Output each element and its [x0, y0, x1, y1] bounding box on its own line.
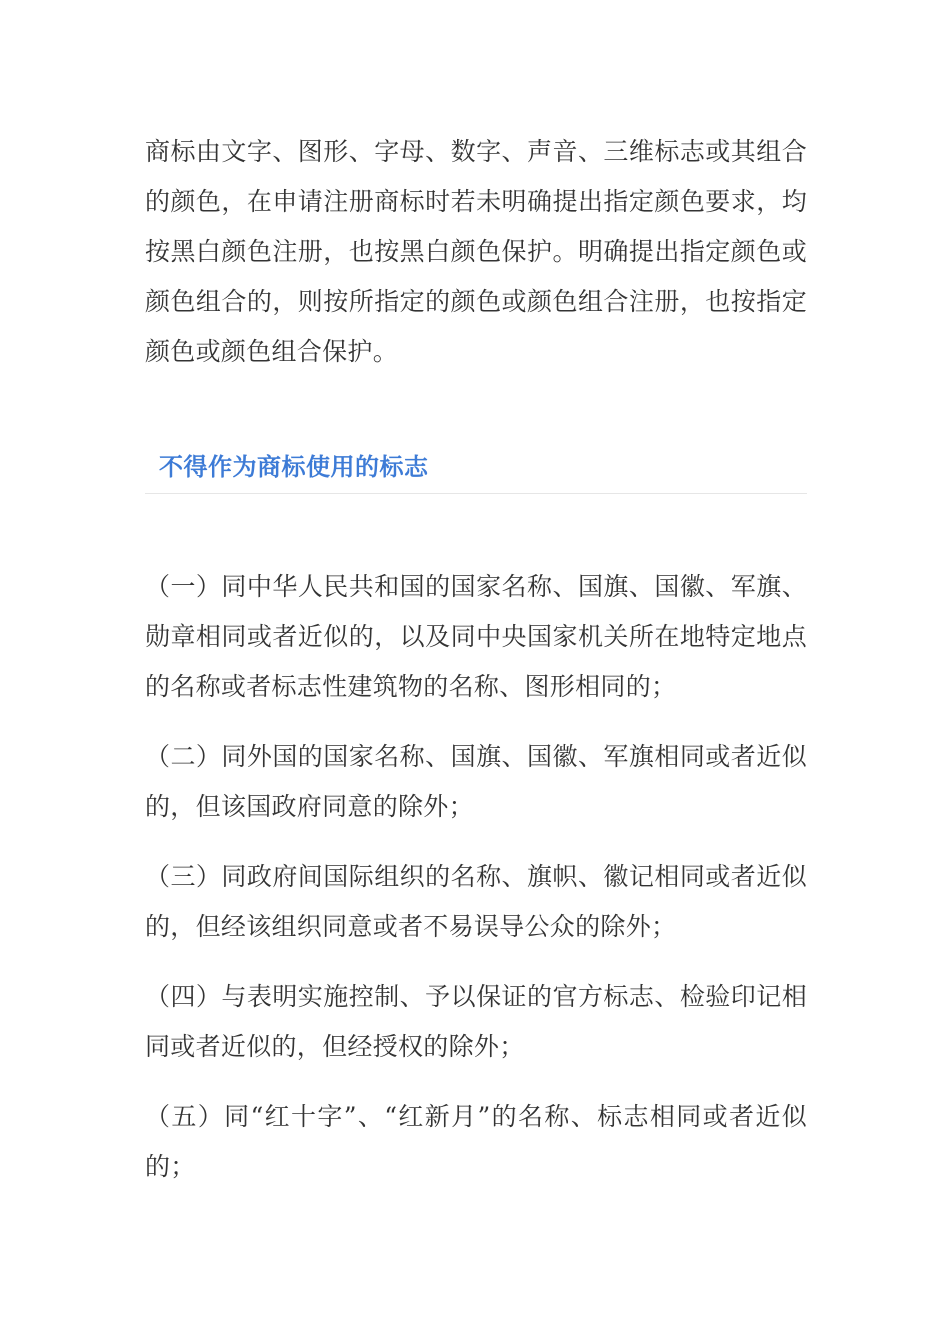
list-item: （四）与表明实施控制、予以保证的官方标志、检验印记相同或者近似的，但经授权的除外；: [145, 982, 807, 1061]
list-item: （五）同“红十字”、“红新月”的名称、标志相同或者近似的；: [145, 1102, 807, 1181]
intro-paragraph: 商标由文字、图形、字母、数字、声音、三维标志或其组合的颜色，在申请注册商标时若未明确提出指定颜色要求，均按黑白颜色注册，也按黑白颜色保护。明确提出指定颜色或颜色组合的，则按所指定的颜色或颜色组合注册，也按指定颜色或颜色组合保护。: [145, 137, 807, 366]
list-item: （一）同中华人民共和国的国家名称、国旗、国徽、军旗、勋章相同或者近似的，以及同中央国家机关所在地特定地点的名称或者标志性建筑物的名称、图形相同的；: [145, 572, 807, 701]
section-heading: [145, 446, 807, 494]
prohibited-marks-list: [145, 562, 807, 1212]
section-title: 不得作为商标使用的标志: [159, 453, 429, 481]
list-item: （二）同外国的国家名称、国旗、国徽、军旗相同或者近似的，但该国政府同意的除外；: [145, 742, 807, 821]
list-item: （三）同政府间国际组织的名称、旗帜、徽记相同或者近似的，但经该组织同意或者不易误导公众的除外；: [145, 862, 807, 941]
